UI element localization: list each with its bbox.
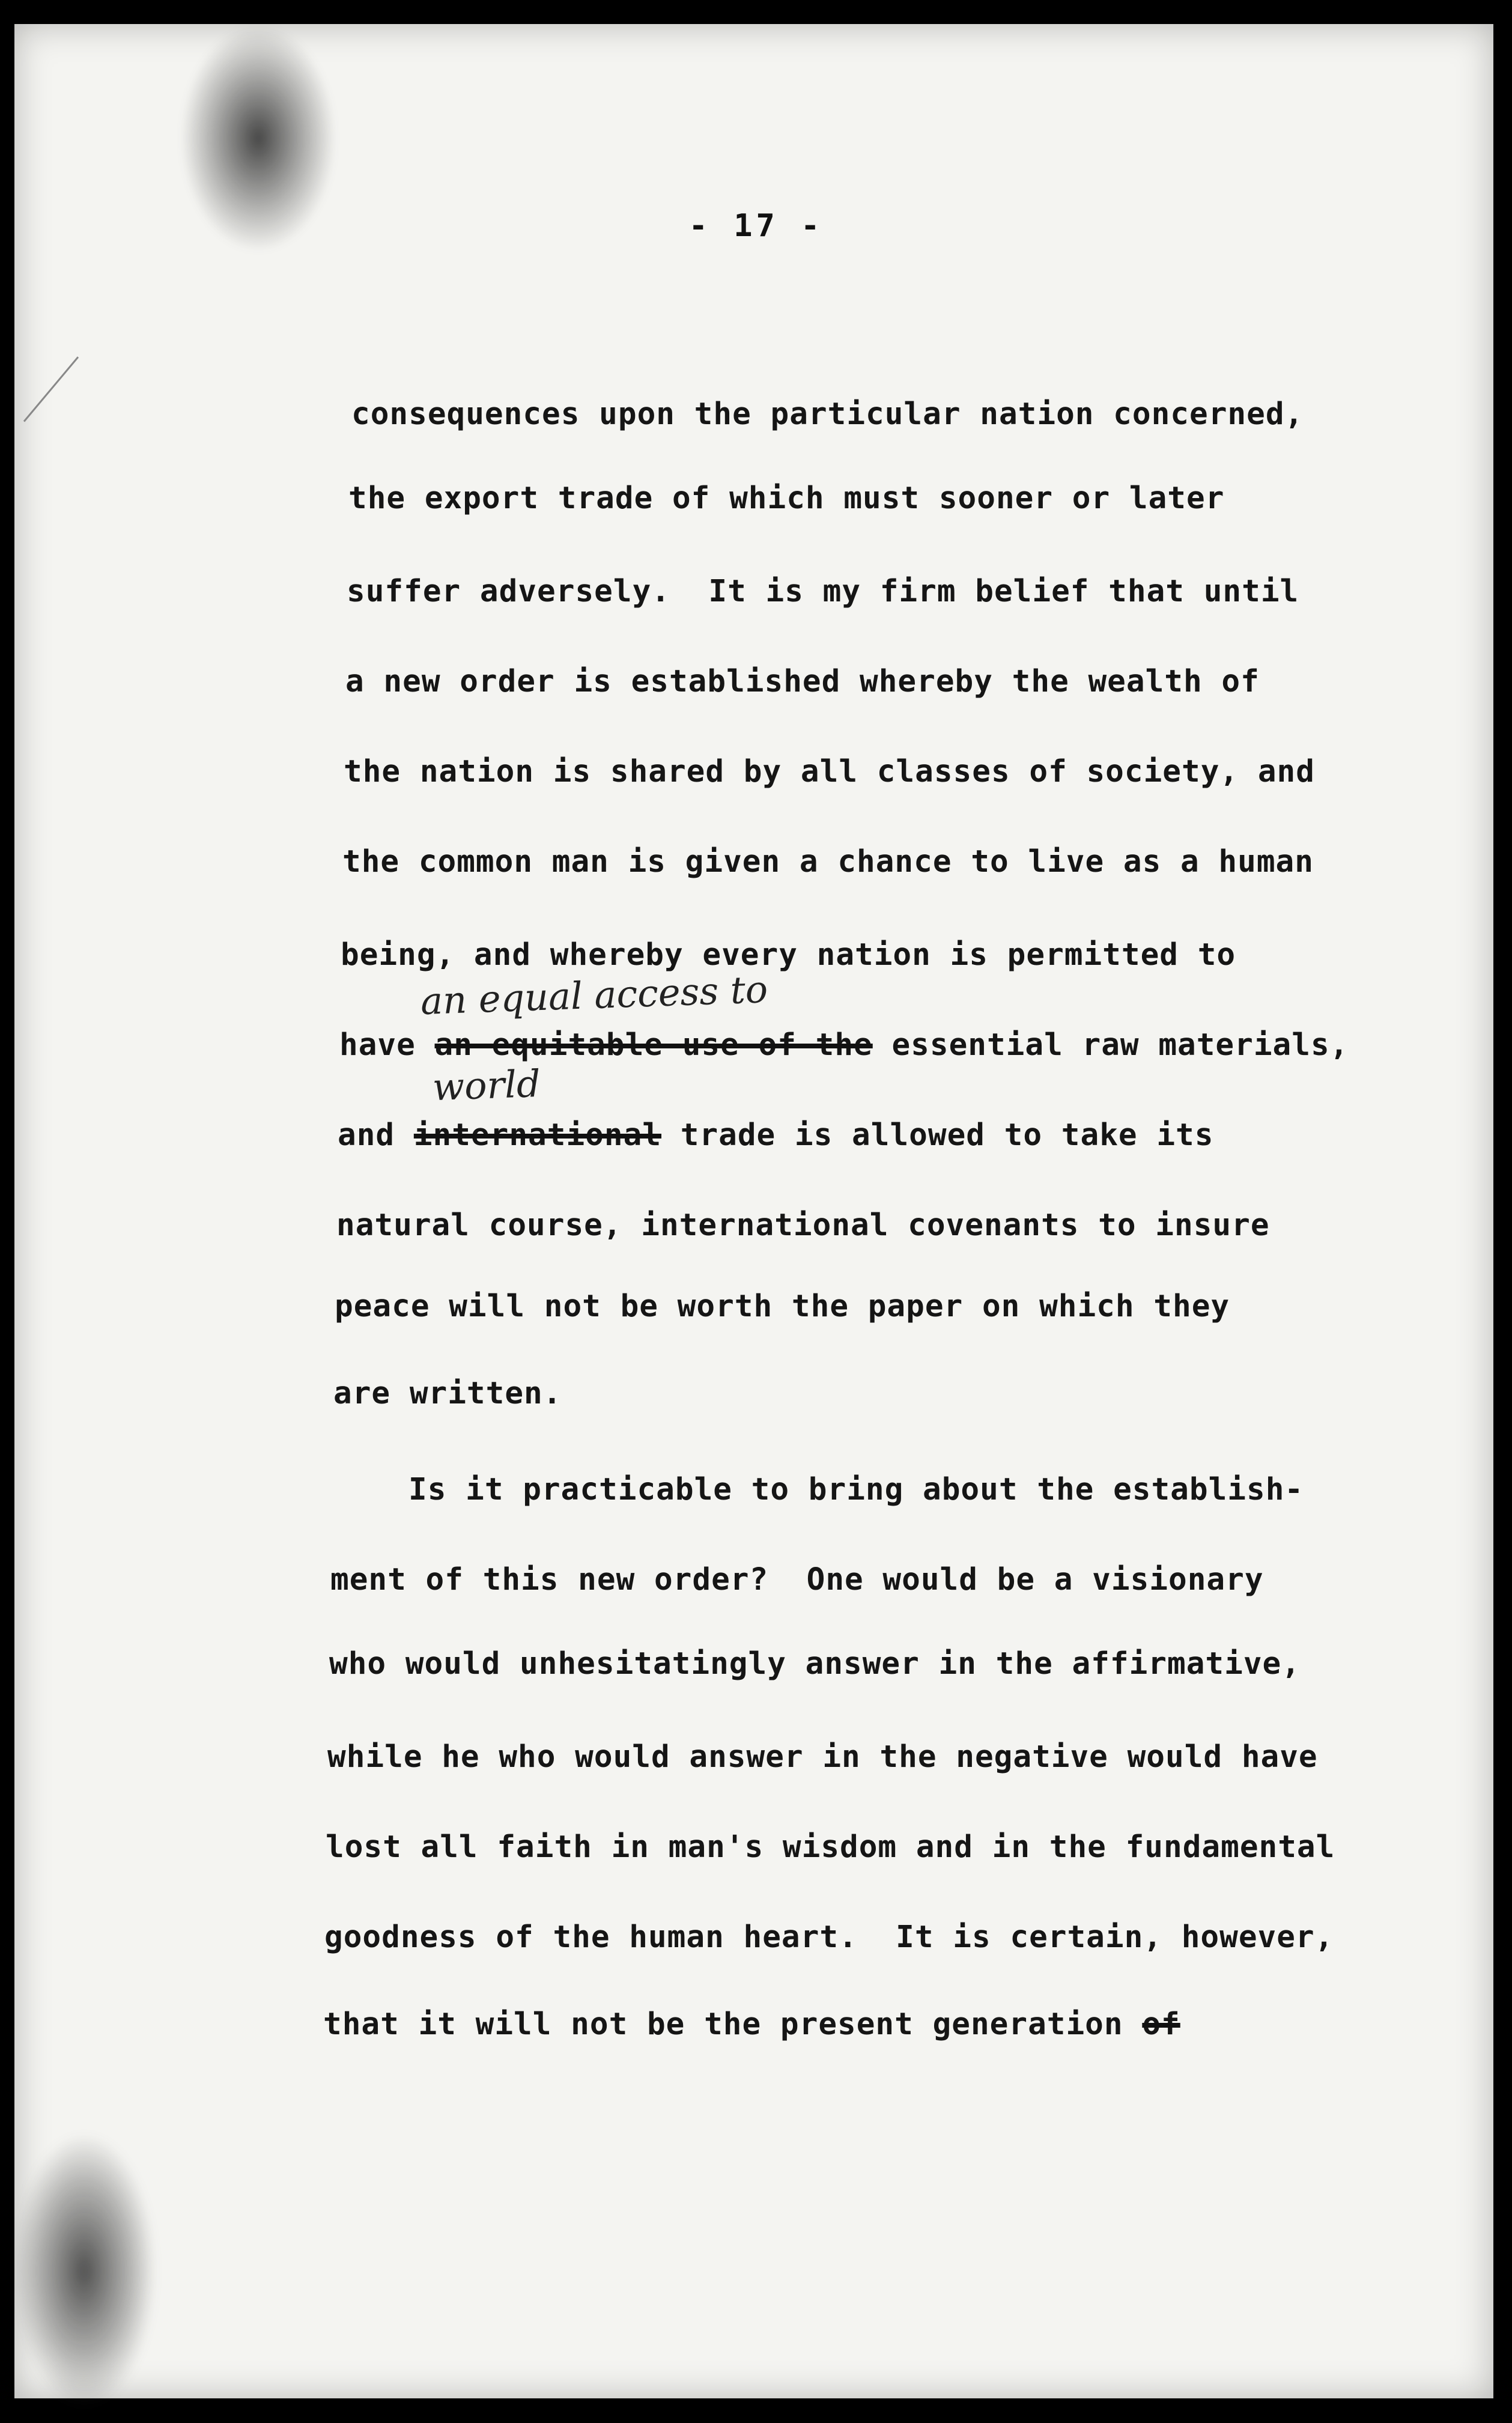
text-line: goodness of the human heart. It is certain, however, [324,1920,1334,1955]
text-line: the nation is shared by all classes of society, and [344,754,1315,789]
text-line: being, and whereby every nation is permitted to [341,937,1236,973]
text-line-edited [338,1117,1213,1153]
text-segment: essential raw materials, [872,1027,1349,1063]
text-line-edited [323,2007,1180,2042]
text-segment: and [338,1117,414,1153]
text-segment: have [339,1027,435,1063]
text-line: the export trade of which must sooner or later [348,481,1225,516]
text-line: suffer adversely. It is my firm belief that until [347,574,1299,609]
text-segment: that it will not be the present generation [323,2007,1143,2042]
text-line: natural course, international covenants to insure [336,1208,1270,1243]
text-line: Is it practicable to bring about the establish- [408,1472,1304,1507]
text-line: while he who would answer in the negative would have [327,1739,1318,1775]
text-line: consequences upon the particular nation concerned, [351,397,1304,432]
text-line: the common man is given a chance to live as a human [342,844,1314,880]
ink-smudge-bottom [12,2133,156,2409]
struck-text: of [1142,2007,1180,2042]
page-number: - 17 - [688,208,824,244]
text-line-edited [339,1027,1349,1063]
text-line: a new order is established whereby the wealth of [345,664,1260,699]
text-segment: trade is allowed to take its [661,1117,1214,1153]
text-line: are written. [333,1376,562,1411]
struck-text: an equitable use of the [434,1027,873,1063]
text-line: peace will not be worth the paper on which they [335,1289,1230,1324]
text-line: lost all faith in man's wisdom and in the fundamental [326,1829,1335,1865]
text-line: who would unhesitatingly answer in the affirmative, [329,1646,1301,1682]
handwritten-insertion: an equal access to [419,967,769,1024]
text-line: ment of this new order? One would be a visionary [330,1562,1264,1598]
struck-text: international [413,1117,661,1153]
handwritten-insertion: world [431,1061,541,1110]
